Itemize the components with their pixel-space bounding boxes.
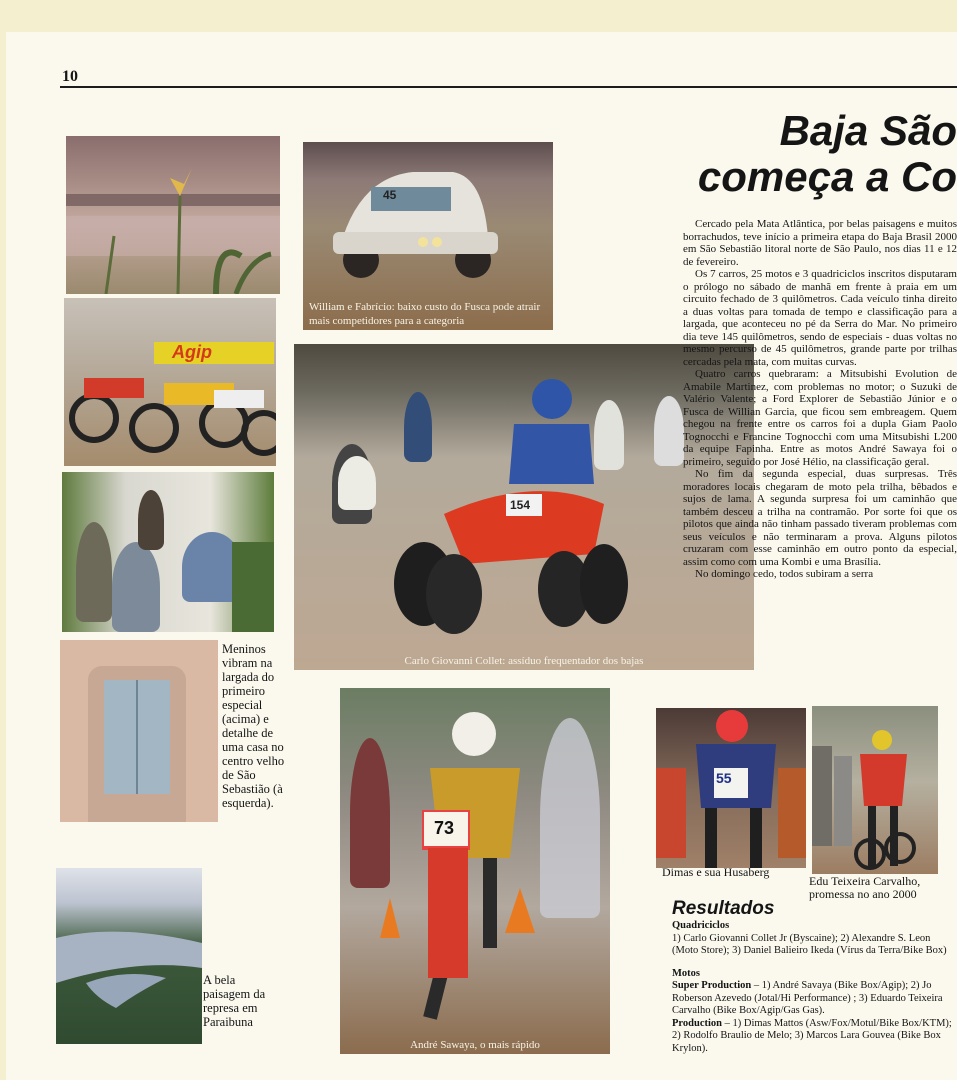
lagoon-illustration bbox=[66, 136, 280, 294]
article-paragraph: No fim da segunda especial, duas surpresas. Três moradores locais chegaram de moto pela trilha, bêbados e sujos de lama. A segunda surpresa foi um caminhão que também desceu a trilha na contramão. Por sorte foi que os pilotos que ainda não tinham passado tiveram problemas com seus veículos e não terminaram a prova. Alguns pilotos cruzaram com esse caminhão em outro ponto da especial, assim como com uma Kombi e uma Brasília. bbox=[683, 468, 957, 568]
results-section-motos bbox=[672, 968, 957, 981]
child-figure bbox=[112, 542, 160, 632]
caption-edu: Edu Teixeira Carvalho, promessa no ano 2000 bbox=[809, 874, 921, 901]
results-heading: Quadriciclos bbox=[672, 920, 730, 931]
caption-represa: A bela paisagem da represa em Paraibuna bbox=[203, 973, 266, 1029]
photo-sawaya bbox=[340, 688, 610, 1054]
caption-dimas: Dimas e sua Husaberg bbox=[662, 865, 770, 879]
photo-lagoon bbox=[66, 136, 280, 294]
photo-house-door bbox=[60, 640, 218, 822]
photo-children bbox=[62, 472, 274, 632]
headline-line-2: começa a Co bbox=[697, 153, 957, 200]
results-block bbox=[672, 920, 957, 1055]
spacer bbox=[672, 958, 957, 968]
fusca-illustration bbox=[303, 142, 553, 302]
article-body bbox=[683, 218, 957, 688]
reservoir-illustration bbox=[56, 868, 202, 1044]
banner-text: Agip bbox=[172, 342, 212, 362]
door-split bbox=[136, 680, 138, 794]
quad-number: 154 bbox=[510, 498, 531, 512]
photo-edu bbox=[812, 706, 938, 874]
child-figure bbox=[138, 490, 164, 550]
edu-illustration bbox=[812, 706, 938, 874]
article-paragraph: No domingo cedo, todos subiram a serra bbox=[695, 568, 874, 580]
photo-reservoir bbox=[56, 868, 202, 1044]
moto-number: 73 bbox=[434, 818, 455, 838]
motorcycles-illustration bbox=[64, 298, 276, 466]
results-heading: Motos bbox=[672, 967, 700, 979]
results-heading: Production bbox=[672, 1017, 722, 1029]
dimas-number: 55 bbox=[716, 770, 732, 786]
foliage bbox=[232, 542, 274, 632]
caption-fusca: William e Fabrício: baixo custo do Fusca pode atrair mais competidores para a categoria bbox=[309, 301, 541, 327]
results-section-quadriciclos bbox=[672, 920, 957, 958]
photo-dimas bbox=[656, 708, 806, 868]
caption-sawaya: André Sawaya, o mais rápido bbox=[410, 1039, 540, 1051]
caption-meninos: Meninos vibram na largada do primeiro especial (acima) e detalhe de uma casa no centro velho de São Sebastião (à esquerda). bbox=[222, 642, 285, 810]
results-section-super-production bbox=[672, 980, 957, 1018]
fusca-number: 45 bbox=[383, 188, 397, 202]
caption-quad: Carlo Giovanni Collet: assíduo frequentador dos bajas bbox=[404, 655, 644, 667]
photo-fusca bbox=[303, 142, 553, 330]
motocross-illustration bbox=[340, 688, 610, 1028]
headline bbox=[660, 108, 957, 200]
page-number: 10 bbox=[62, 68, 78, 85]
results-heading: Super Production bbox=[672, 980, 752, 991]
top-rule bbox=[60, 86, 957, 88]
dimas-illustration bbox=[656, 708, 806, 868]
photo-motorcycles-lineup bbox=[64, 298, 276, 466]
headline-line-1: Baja São bbox=[779, 107, 957, 154]
article-paragraph: Quatro carros quebraram: a Mitsubishi Evolution de Amabile Martinez, com problemas no motor; o Suzuki de Valério Valente; a Ford Explorer de Sebastião Júnior e o Fusca de Willian Garcia, que ficou sem embreagem. Quem chegou na frente entre os carros foi a dupla Giam Paolo Tognocchi e Francine Tognocchi com uma Mitsubishi L200 da equipe Fapinha. Entre as motos André Sawaya foi o primeiro, seguido por José Hélio, na classificação geral. bbox=[683, 368, 957, 468]
article-paragraph: Cercado pela Mata Atlântica, por belas paisagens e muitos borrachudos, teve início a primeira etapa do Baja Brasil 2000 em São Sebastião litoral norte de São Paulo, nos dias 11 e 12 de fevereiro. bbox=[683, 218, 957, 268]
results-title: Resultados bbox=[672, 898, 775, 919]
results-section-production bbox=[672, 1018, 957, 1056]
results-text: – 1) André Savaya (Bike Box/Agip); 2) Jo Roberson Azevedo (Jotal/Hi Performance) ; 3) Eduardo Teixeira Carvalho (Bike Box/Agip/Gas Gas). bbox=[672, 980, 943, 1016]
results-text: – 1) Dimas Mattos (Asw/Fox/Motul/Bike Box/KTM); 2) Rodolfo Braulio de Melo; 3) Marcos Lara Gouvea (Bike Box Krylon). bbox=[672, 1017, 952, 1054]
child-figure bbox=[76, 522, 112, 622]
results-text: 1) Carlo Giovanni Collet Jr (Byscaine); 2) Alexandre S. Leon (Moto Store); 3) Daniel Balieiro Ikeda (Vírus da Terra/Bike Box) bbox=[672, 932, 947, 956]
article-paragraph: Os 7 carros, 25 motos e 3 quadriciclos inscritos disputaram o prólogo no sábado de manhã em frente à praia em um circuito fechado de 3 quilômetros. Cada veículo tinha direito a duas voltas para tomada de tempo e classificação para a largada, que aconteceu no pé da Serra do Mar. No primeiro dia teve 145 quilômetros, sendo de especiais - duas voltas no mesmo percurso de 45 quilômetros, grande parte por trilhas cercadas pela mata, com muitas curvas. bbox=[683, 268, 957, 368]
